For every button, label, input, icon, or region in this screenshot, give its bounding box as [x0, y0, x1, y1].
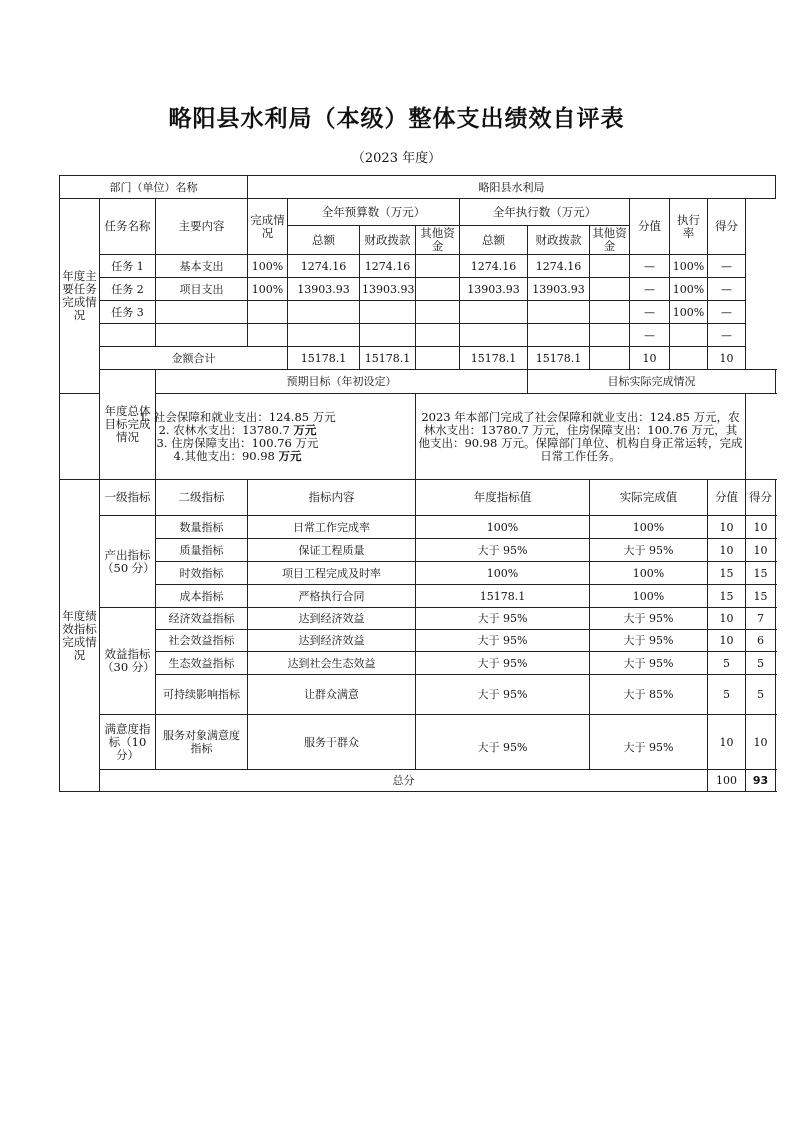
target-value: 大于 95% — [416, 630, 590, 652]
budget-total — [288, 301, 360, 324]
actual-value: 100% — [590, 585, 708, 608]
task-name — [100, 324, 156, 347]
sum-exec-other — [590, 347, 630, 370]
perf-row — [60, 585, 776, 608]
perf-score: 10 — [746, 715, 776, 770]
perf-score: 15 — [746, 562, 776, 585]
l2-name: 社会效益指标 — [156, 630, 248, 652]
exec-total — [460, 324, 528, 347]
perf-score: 10 — [746, 539, 776, 562]
sum-exec-rate — [670, 347, 708, 370]
exec-other — [590, 301, 630, 324]
indicator-content: 达到经济效益 — [248, 608, 416, 630]
actual-value-header: 实际完成值 — [590, 480, 708, 516]
perf-val: 10 — [708, 715, 746, 770]
exec-rate — [670, 324, 708, 347]
tasks-section-label: 年度主要任务完成情况 — [60, 199, 100, 394]
total-value: 100 — [708, 770, 746, 792]
l2-name: 数量指标 — [156, 516, 248, 539]
exec-rate: 100% — [670, 255, 708, 278]
exec-total: 13903.93 — [460, 278, 528, 301]
actual-value: 大于 85% — [590, 675, 708, 715]
goals-header-row — [60, 370, 776, 394]
l2-name: 时效指标 — [156, 562, 248, 585]
task-done: 100% — [248, 255, 288, 278]
budget-fiscal — [360, 301, 416, 324]
sum-score-value: 10 — [630, 347, 670, 370]
budget-other — [416, 278, 460, 301]
exec-fiscal — [528, 301, 590, 324]
exec-other — [590, 255, 630, 278]
task-name: 任务 3 — [100, 301, 156, 324]
target-value: 大于 95% — [416, 715, 590, 770]
exec-total: 1274.16 — [460, 255, 528, 278]
indicator-content: 服务于群众 — [248, 715, 416, 770]
perf-score: 5 — [746, 675, 776, 715]
budget-other-header: 其他资金 — [416, 226, 460, 255]
output-group-label: 产出指标（50 分） — [100, 516, 156, 608]
budget-fiscal — [360, 324, 416, 347]
score: — — [708, 255, 746, 278]
budget-other — [416, 255, 460, 278]
perf-row — [60, 652, 776, 675]
perf-val: 10 — [708, 608, 746, 630]
evaluation-table — [59, 175, 776, 792]
perf-row — [60, 675, 776, 715]
plan-line: 2. 农林水支出：13780.7 万元 — [158, 422, 317, 437]
actual-value: 100% — [590, 516, 708, 539]
target-value: 100% — [416, 562, 590, 585]
l2-name: 生态效益指标 — [156, 652, 248, 675]
exec-other-header: 其他资金 — [590, 226, 630, 255]
total-row — [60, 770, 776, 792]
goals-section-label: 年度总体目标完成情况 — [100, 370, 156, 480]
indicator-content: 保证工程质量 — [248, 539, 416, 562]
actual-value: 大于 95% — [590, 715, 708, 770]
dept-row — [60, 176, 776, 199]
sum-label: 金额合计 — [100, 347, 288, 370]
score-value-header: 分值 — [630, 199, 670, 255]
indicator-content: 让群众满意 — [248, 675, 416, 715]
score: — — [708, 278, 746, 301]
perf-val: 15 — [708, 562, 746, 585]
task-done — [248, 301, 288, 324]
score-header: 得分 — [708, 199, 746, 255]
indicator-content: 达到社会生态效益 — [248, 652, 416, 675]
task-content — [156, 301, 248, 324]
perf-val: 10 — [708, 516, 746, 539]
budget-header: 全年预算数（万元） — [288, 199, 460, 226]
budget-total — [288, 324, 360, 347]
sum-exec-fiscal: 15178.1 — [528, 347, 590, 370]
perf-row — [60, 539, 776, 562]
indicator-content-header: 指标内容 — [248, 480, 416, 516]
actual-value: 大于 95% — [590, 652, 708, 675]
perf-row — [60, 562, 776, 585]
task-content — [156, 324, 248, 347]
perf-score-header: 得分 — [746, 480, 776, 516]
l1-header: 一级指标 — [100, 480, 156, 516]
exec-total — [460, 301, 528, 324]
task-row — [60, 255, 776, 278]
tasks-sum-row — [60, 347, 776, 370]
indicator-content: 严格执行合同 — [248, 585, 416, 608]
actual-text: 2023 年本部门完成了社会保障和就业支出：124.85 万元，农林水支出：13780.7 万元，住房保障支出：100.76 万元，其他支出：90.98 万元。保障部门单位、机构自身正常运转，完成日常工作任务。 — [416, 394, 746, 480]
l2-name: 可持续影响指标 — [156, 675, 248, 715]
perf-row — [60, 608, 776, 630]
perf-row — [60, 516, 776, 539]
score-value: — — [630, 324, 670, 347]
exec-other — [590, 278, 630, 301]
exec-rate: 100% — [670, 301, 708, 324]
perf-header-row — [60, 480, 776, 516]
score-value: — — [630, 255, 670, 278]
target-value: 15178.1 — [416, 585, 590, 608]
score-value: — — [630, 301, 670, 324]
target-value: 大于 95% — [416, 675, 590, 715]
task-done: 100% — [248, 278, 288, 301]
perf-score: 15 — [746, 585, 776, 608]
sum-exec-total: 15178.1 — [460, 347, 528, 370]
task-name: 任务 2 — [100, 278, 156, 301]
budget-fiscal-header: 财政拨款 — [360, 226, 416, 255]
perf-row — [60, 715, 776, 770]
perf-val: 5 — [708, 652, 746, 675]
benefit-group-label: 效益指标（30 分） — [100, 608, 156, 715]
task-name: 任务 1 — [100, 255, 156, 278]
task-row — [60, 324, 776, 347]
exec-other — [590, 324, 630, 347]
budget-total: 13903.93 — [288, 278, 360, 301]
satisfaction-group-label: 满意度指标（10 分） — [100, 715, 156, 770]
exec-total-header: 总额 — [460, 226, 528, 255]
sum-score: 10 — [708, 347, 746, 370]
exec-fiscal — [528, 324, 590, 347]
indicator-content: 日常工作完成率 — [248, 516, 416, 539]
plan-header: 预期目标（年初设定） — [156, 370, 528, 394]
perf-score: 7 — [746, 608, 776, 630]
plan-line: 1. 社会保障和就业支出：124.85 万元 — [139, 409, 336, 424]
perf-val: 5 — [708, 675, 746, 715]
task-row — [60, 301, 776, 324]
budget-fiscal: 13903.93 — [360, 278, 416, 301]
dept-label: 部门（单位）名称 — [60, 176, 248, 199]
l2-name: 质量指标 — [156, 539, 248, 562]
perf-score: 5 — [746, 652, 776, 675]
actual-value: 大于 95% — [590, 630, 708, 652]
task-content-header: 主要内容 — [156, 199, 248, 255]
exec-rate-header: 执行率 — [670, 199, 708, 255]
year-subtitle: （2023 年度） — [351, 151, 442, 166]
exec-fiscal-header: 财政拨款 — [528, 226, 590, 255]
exec-fiscal: 1274.16 — [528, 255, 590, 278]
l2-name: 服务对象满意度指标 — [156, 715, 248, 770]
budget-other — [416, 324, 460, 347]
exec-fiscal: 13903.93 — [528, 278, 590, 301]
page-title: 略阳县水利局（本级）整体支出绩效自评表 — [168, 105, 625, 132]
budget-total: 1274.16 — [288, 255, 360, 278]
perf-val: 10 — [708, 630, 746, 652]
perf-row — [60, 630, 776, 652]
perf-val-header: 分值 — [708, 480, 746, 516]
task-done-header: 完成情况 — [248, 199, 288, 255]
budget-fiscal: 1274.16 — [360, 255, 416, 278]
l2-name: 成本指标 — [156, 585, 248, 608]
task-content: 基本支出 — [156, 255, 248, 278]
perf-section-label: 年度绩效指标完成情况 — [60, 480, 100, 792]
goals-content-row — [60, 394, 776, 480]
target-value: 大于 95% — [416, 652, 590, 675]
perf-score: 6 — [746, 630, 776, 652]
actual-value: 100% — [590, 562, 708, 585]
task-name-header: 任务名称 — [100, 199, 156, 255]
dept-value: 略阳县水利局 — [248, 176, 776, 199]
sum-budget-other — [416, 347, 460, 370]
task-done — [248, 324, 288, 347]
plan-line: 3. 住房保障支出：100.76 万元 — [156, 435, 319, 450]
exec-rate: 100% — [670, 278, 708, 301]
score: — — [708, 324, 746, 347]
task-row — [60, 278, 776, 301]
score: — — [708, 301, 746, 324]
perf-val: 15 — [708, 585, 746, 608]
actual-header: 目标实际完成情况 — [528, 370, 776, 394]
perf-score: 10 — [746, 516, 776, 539]
exec-header: 全年执行数（万元） — [460, 199, 630, 226]
sum-budget-fiscal: 15178.1 — [360, 347, 416, 370]
sum-budget-total: 15178.1 — [288, 347, 360, 370]
total-score: 93 — [746, 770, 776, 792]
actual-value: 大于 95% — [590, 608, 708, 630]
indicator-content: 达到经济效益 — [248, 630, 416, 652]
budget-other — [416, 301, 460, 324]
tasks-header-row — [60, 199, 776, 226]
target-value: 大于 95% — [416, 608, 590, 630]
target-value: 大于 95% — [416, 539, 590, 562]
actual-value: 大于 95% — [590, 539, 708, 562]
plan-line: 4.其他支出：90.98 万元 — [173, 448, 302, 463]
indicator-content: 项目工程完成及时率 — [248, 562, 416, 585]
l2-header: 二级指标 — [156, 480, 248, 516]
task-content: 项目支出 — [156, 278, 248, 301]
budget-total-header: 总额 — [288, 226, 360, 255]
target-value: 100% — [416, 516, 590, 539]
target-header: 年度指标值 — [416, 480, 590, 516]
total-label: 总分 — [100, 770, 708, 792]
score-value: — — [630, 278, 670, 301]
l2-name: 经济效益指标 — [156, 608, 248, 630]
perf-val: 10 — [708, 539, 746, 562]
